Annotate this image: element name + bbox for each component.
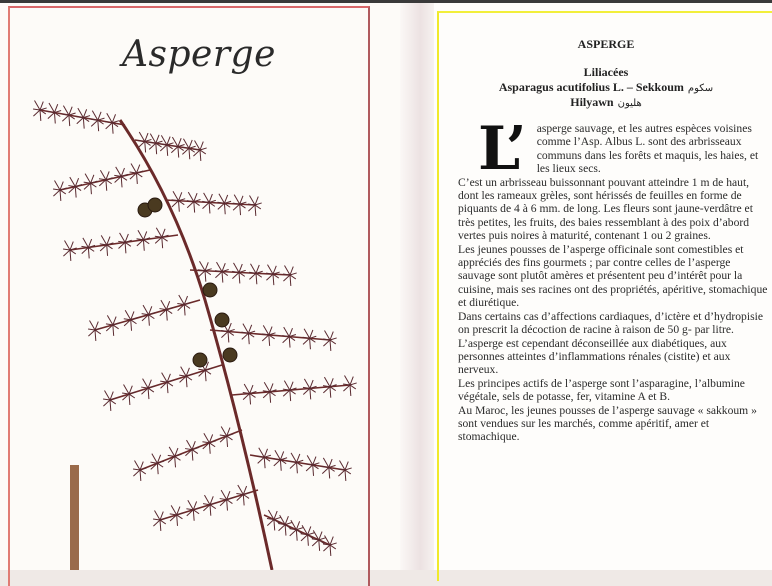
needle: [145, 142, 146, 153]
old-stalk: [70, 465, 79, 570]
paragraph: asperge sauvage, et les autres espèces voisines comme l’Asp. Albus L. sont des arbrisseaux communs dans les forêts et maquis, les haies, et les lieux secs.: [536, 122, 759, 176]
berry: [148, 198, 162, 212]
needle: [70, 250, 71, 261]
needle: [329, 467, 330, 478]
needle: [324, 377, 330, 387]
needle: [310, 338, 311, 349]
needle: [330, 387, 331, 398]
needle: [121, 176, 122, 187]
needle: [98, 120, 99, 131]
needle: [193, 510, 194, 521]
needle: [227, 436, 233, 440]
needle: [205, 370, 211, 374]
needle: [267, 265, 273, 275]
needle: [167, 145, 168, 156]
needle: [243, 324, 249, 334]
needle: [319, 540, 320, 551]
book-gutter: [400, 3, 434, 570]
needle: [166, 310, 172, 314]
needle: [129, 394, 130, 405]
needle: [91, 120, 98, 126]
needle: [103, 400, 110, 406]
needle: [156, 143, 157, 154]
needle: [243, 495, 249, 499]
needle: [157, 463, 158, 474]
needle: [149, 315, 155, 319]
needle: [249, 195, 255, 205]
needle: [77, 118, 84, 124]
needle: [308, 535, 309, 546]
needle: [85, 174, 91, 184]
berry: [215, 313, 229, 327]
needle: [290, 275, 291, 286]
needle: [204, 495, 210, 505]
needle: [186, 376, 187, 387]
left-page-title: Asperge: [122, 34, 276, 75]
needle: [40, 110, 41, 121]
needle: [304, 379, 310, 389]
needle: [70, 250, 76, 254]
needle: [104, 390, 110, 400]
needle: [153, 520, 160, 526]
needle: [69, 115, 70, 126]
paragraph: Au Maroc, les jeunes pousses de l’asperge sauvage « sakkoum » sont vendues sur les marchés, comme apéritif, amer et stomachique.: [458, 403, 757, 444]
needle: [149, 143, 156, 149]
needle: [193, 150, 200, 156]
needle: [227, 500, 233, 504]
needle: [106, 180, 112, 184]
needle: [157, 463, 163, 467]
needle: [232, 272, 239, 278]
needle: [240, 204, 241, 215]
needle: [192, 450, 193, 461]
needle: [283, 337, 290, 343]
needle: [131, 320, 137, 324]
needle: [187, 202, 194, 208]
needle: [310, 388, 311, 399]
needle: [242, 333, 249, 339]
needle: [160, 520, 166, 524]
needle: [129, 394, 135, 398]
needle: [100, 170, 106, 180]
needle: [199, 261, 205, 271]
needle: [160, 145, 167, 151]
needle: [297, 462, 298, 473]
needle: [173, 191, 179, 201]
needle: [137, 173, 138, 184]
needle: [233, 263, 239, 273]
needle: [285, 525, 286, 536]
needle: [182, 148, 189, 154]
needle: [75, 187, 81, 191]
berry: [203, 283, 217, 297]
needle: [209, 443, 210, 454]
needle: [216, 262, 222, 272]
needle: [209, 202, 210, 213]
needle: [306, 465, 313, 471]
needle: [219, 194, 225, 204]
needle: [154, 510, 160, 520]
needle: [110, 400, 116, 404]
needle: [258, 457, 265, 463]
needle: [106, 180, 107, 191]
needle: [54, 180, 60, 190]
needle: [143, 305, 149, 315]
needle: [215, 272, 222, 278]
needle: [91, 183, 92, 194]
needle: [161, 300, 167, 310]
needle: [290, 275, 296, 279]
needle: [284, 381, 290, 391]
needle: [138, 142, 145, 148]
needle: [88, 247, 89, 258]
needle: [284, 327, 290, 337]
needle: [171, 505, 177, 515]
needle: [156, 228, 162, 238]
needle: [181, 367, 187, 377]
needle: [107, 245, 108, 256]
needle: [83, 118, 84, 129]
needle: [134, 460, 140, 470]
needle: [162, 237, 163, 248]
needle: [301, 535, 308, 541]
needle: [250, 264, 256, 274]
needle: [200, 150, 206, 154]
needle: [131, 163, 137, 173]
needle: [148, 388, 149, 399]
needle: [166, 310, 167, 321]
needle: [200, 150, 201, 161]
needle: [262, 335, 269, 341]
needle: [203, 202, 210, 208]
needle: [345, 470, 346, 481]
needle: [323, 340, 330, 346]
needle: [209, 443, 215, 447]
needle: [53, 190, 60, 196]
needle: [186, 376, 192, 380]
needle: [290, 390, 291, 401]
needle: [143, 379, 149, 389]
latin-name-line: [440, 80, 772, 95]
needle: [194, 202, 195, 213]
needle: [238, 485, 244, 495]
needle: [48, 113, 55, 119]
needle: [60, 190, 61, 201]
needle: [255, 205, 256, 216]
needle: [107, 245, 113, 249]
needle: [313, 465, 314, 476]
needle: [95, 330, 96, 341]
needle: [140, 470, 146, 474]
needle: [88, 247, 94, 251]
needle: [270, 392, 271, 403]
needle: [125, 310, 131, 320]
needle: [83, 238, 89, 248]
needle: [264, 382, 270, 392]
needle: [60, 190, 66, 194]
plant-heading: ASPERGE: [577, 37, 635, 51]
needle: [62, 115, 69, 121]
needle: [75, 187, 76, 198]
needle: [33, 110, 40, 116]
needle: [244, 384, 250, 394]
needle: [224, 203, 225, 214]
needle: [267, 520, 274, 526]
needle: [188, 192, 194, 202]
needle: [162, 373, 168, 383]
needle: [124, 385, 130, 395]
needle: [330, 545, 331, 556]
needle: [310, 388, 316, 392]
needle: [250, 394, 256, 398]
needle: [125, 242, 131, 246]
needle: [284, 265, 290, 275]
paragraph: L’asperge est cependant déconseillée aux diabétiques, aux personnes atteintes d’inflammations rénales (cistite) et aux nerveux.: [458, 336, 731, 377]
needle: [248, 333, 249, 344]
needle: [169, 447, 175, 457]
needle: [204, 433, 210, 443]
arabic-name-2: هليون: [617, 98, 642, 109]
needle: [263, 325, 269, 335]
needle: [304, 329, 310, 339]
needle: [249, 273, 256, 279]
needle: [167, 382, 168, 393]
needle: [95, 330, 101, 334]
needle: [188, 500, 194, 510]
needle: [140, 470, 141, 481]
needle: [330, 387, 336, 391]
needle: [330, 340, 331, 351]
needle: [177, 515, 178, 526]
needle: [184, 305, 185, 316]
needle: [345, 470, 351, 474]
needle: [89, 320, 95, 330]
needle: [107, 315, 113, 325]
needle: [106, 123, 113, 129]
needle: [198, 271, 205, 277]
needle: [149, 315, 150, 326]
paragraph: Les jeunes pousses de l’asperge officinale sont comestibles et appréciés des fins gourmets ; par contre celles de l’asperge sauvage sont plutôt amères et présentent peu d’intérêt pour la cuisine, mais ses racines ont des propriétés, apéritive, stomachique et diurétique.: [458, 242, 768, 310]
needle: [290, 530, 297, 536]
needle: [175, 456, 176, 467]
needle: [113, 325, 119, 329]
needle: [175, 456, 181, 460]
needle: [125, 242, 126, 253]
needle: [121, 176, 127, 180]
needle: [179, 201, 180, 212]
berry: [223, 348, 237, 362]
needle: [192, 450, 198, 454]
needle: [143, 240, 144, 251]
needle: [54, 113, 55, 124]
needle: [255, 205, 261, 209]
needle: [248, 205, 255, 211]
vernacular-name: Hilyawn: [570, 95, 614, 109]
needle: [256, 273, 257, 284]
needle: [210, 505, 211, 516]
latin-name: Asparagus acutifolius L. – Sekkoum: [498, 80, 684, 94]
needle: [179, 295, 185, 305]
needle: [273, 274, 274, 285]
needle: [143, 240, 149, 244]
needle: [227, 500, 228, 511]
needle: [34, 100, 40, 110]
needle: [120, 233, 126, 243]
needle: [131, 320, 132, 331]
needle: [312, 540, 319, 546]
needle: [64, 240, 70, 250]
needle: [178, 147, 179, 158]
needle: [137, 173, 143, 177]
needle: [266, 274, 273, 280]
needle: [338, 470, 345, 476]
drop-cap: L’: [478, 114, 527, 184]
needle: [91, 183, 97, 187]
needle: [279, 525, 286, 531]
needle: [234, 195, 240, 205]
berry: [193, 353, 207, 367]
needle: [290, 390, 296, 394]
needle: [330, 545, 336, 549]
needle: [290, 462, 297, 468]
needle: [113, 325, 114, 336]
needle: [171, 147, 178, 153]
needle: [187, 440, 193, 450]
needle: [270, 392, 276, 396]
needle: [101, 235, 107, 245]
needle: [138, 230, 144, 240]
needle: [296, 530, 297, 541]
needle: [269, 335, 270, 346]
needle: [210, 505, 216, 509]
needle: [322, 467, 329, 473]
arabic-name: سكوم: [687, 83, 714, 94]
needle: [218, 203, 225, 209]
vernacular-line: [440, 95, 772, 110]
needle: [280, 460, 281, 471]
needle: [162, 237, 168, 241]
needle: [177, 515, 183, 519]
needle: [133, 470, 140, 476]
needle: [152, 454, 158, 464]
needle: [148, 388, 154, 392]
needle: [239, 272, 240, 283]
needle: [243, 495, 244, 506]
needle: [289, 337, 290, 348]
needle: [205, 271, 206, 282]
needle: [344, 375, 350, 385]
needle: [172, 201, 179, 207]
needle: [274, 460, 281, 466]
needle: [274, 520, 275, 531]
needle: [264, 457, 265, 468]
needle: [221, 332, 228, 338]
needle: [189, 148, 190, 159]
needle: [221, 490, 227, 500]
needle: [221, 426, 227, 436]
needle: [323, 545, 330, 551]
needle: [63, 250, 70, 256]
needle: [233, 204, 240, 210]
needle: [88, 330, 95, 336]
paragraph: Dans certains cas d’affections cardiaques, d’ictère et d’hydropisie on prescrit la décoction de racine à raison de 50 g- par litre.: [458, 309, 763, 337]
needle: [283, 275, 290, 281]
needle: [330, 340, 336, 344]
needle: [205, 370, 206, 381]
needle: [227, 436, 228, 447]
needle: [222, 272, 223, 283]
plant-family: Liliacées: [583, 65, 629, 79]
needle: [303, 338, 310, 344]
needle: [167, 382, 173, 386]
needle: [160, 520, 161, 531]
needle: [324, 330, 330, 340]
needle: [193, 510, 199, 514]
needle: [204, 193, 210, 203]
needle: [70, 177, 76, 187]
needle: [228, 332, 229, 343]
needle: [112, 123, 113, 134]
paragraph: C’est un arbrisseau buissonnant pouvant atteindre 1 m de haut, dont les rameaux grèles, sont hérissés de feuilles en forme de piquants de 4 à 6 mm. de long. Les fleurs sont jaune-verdâtre et très petites, les fruits, des baies ressemblant à des poix d’abord vertes puis noires à maturité, contenant 1 ou 2 graines.: [458, 175, 753, 243]
needle: [184, 305, 190, 309]
needle: [110, 400, 111, 411]
needle: [350, 385, 356, 389]
needle: [250, 394, 251, 405]
paragraph: Les principes actifs de l’asperge sont l’asparagine, l’albumine végétale, sels de potasse, fer, vitamine A et B.: [458, 376, 745, 404]
needle: [350, 385, 351, 396]
needle: [116, 167, 122, 177]
article-body: [458, 114, 768, 444]
